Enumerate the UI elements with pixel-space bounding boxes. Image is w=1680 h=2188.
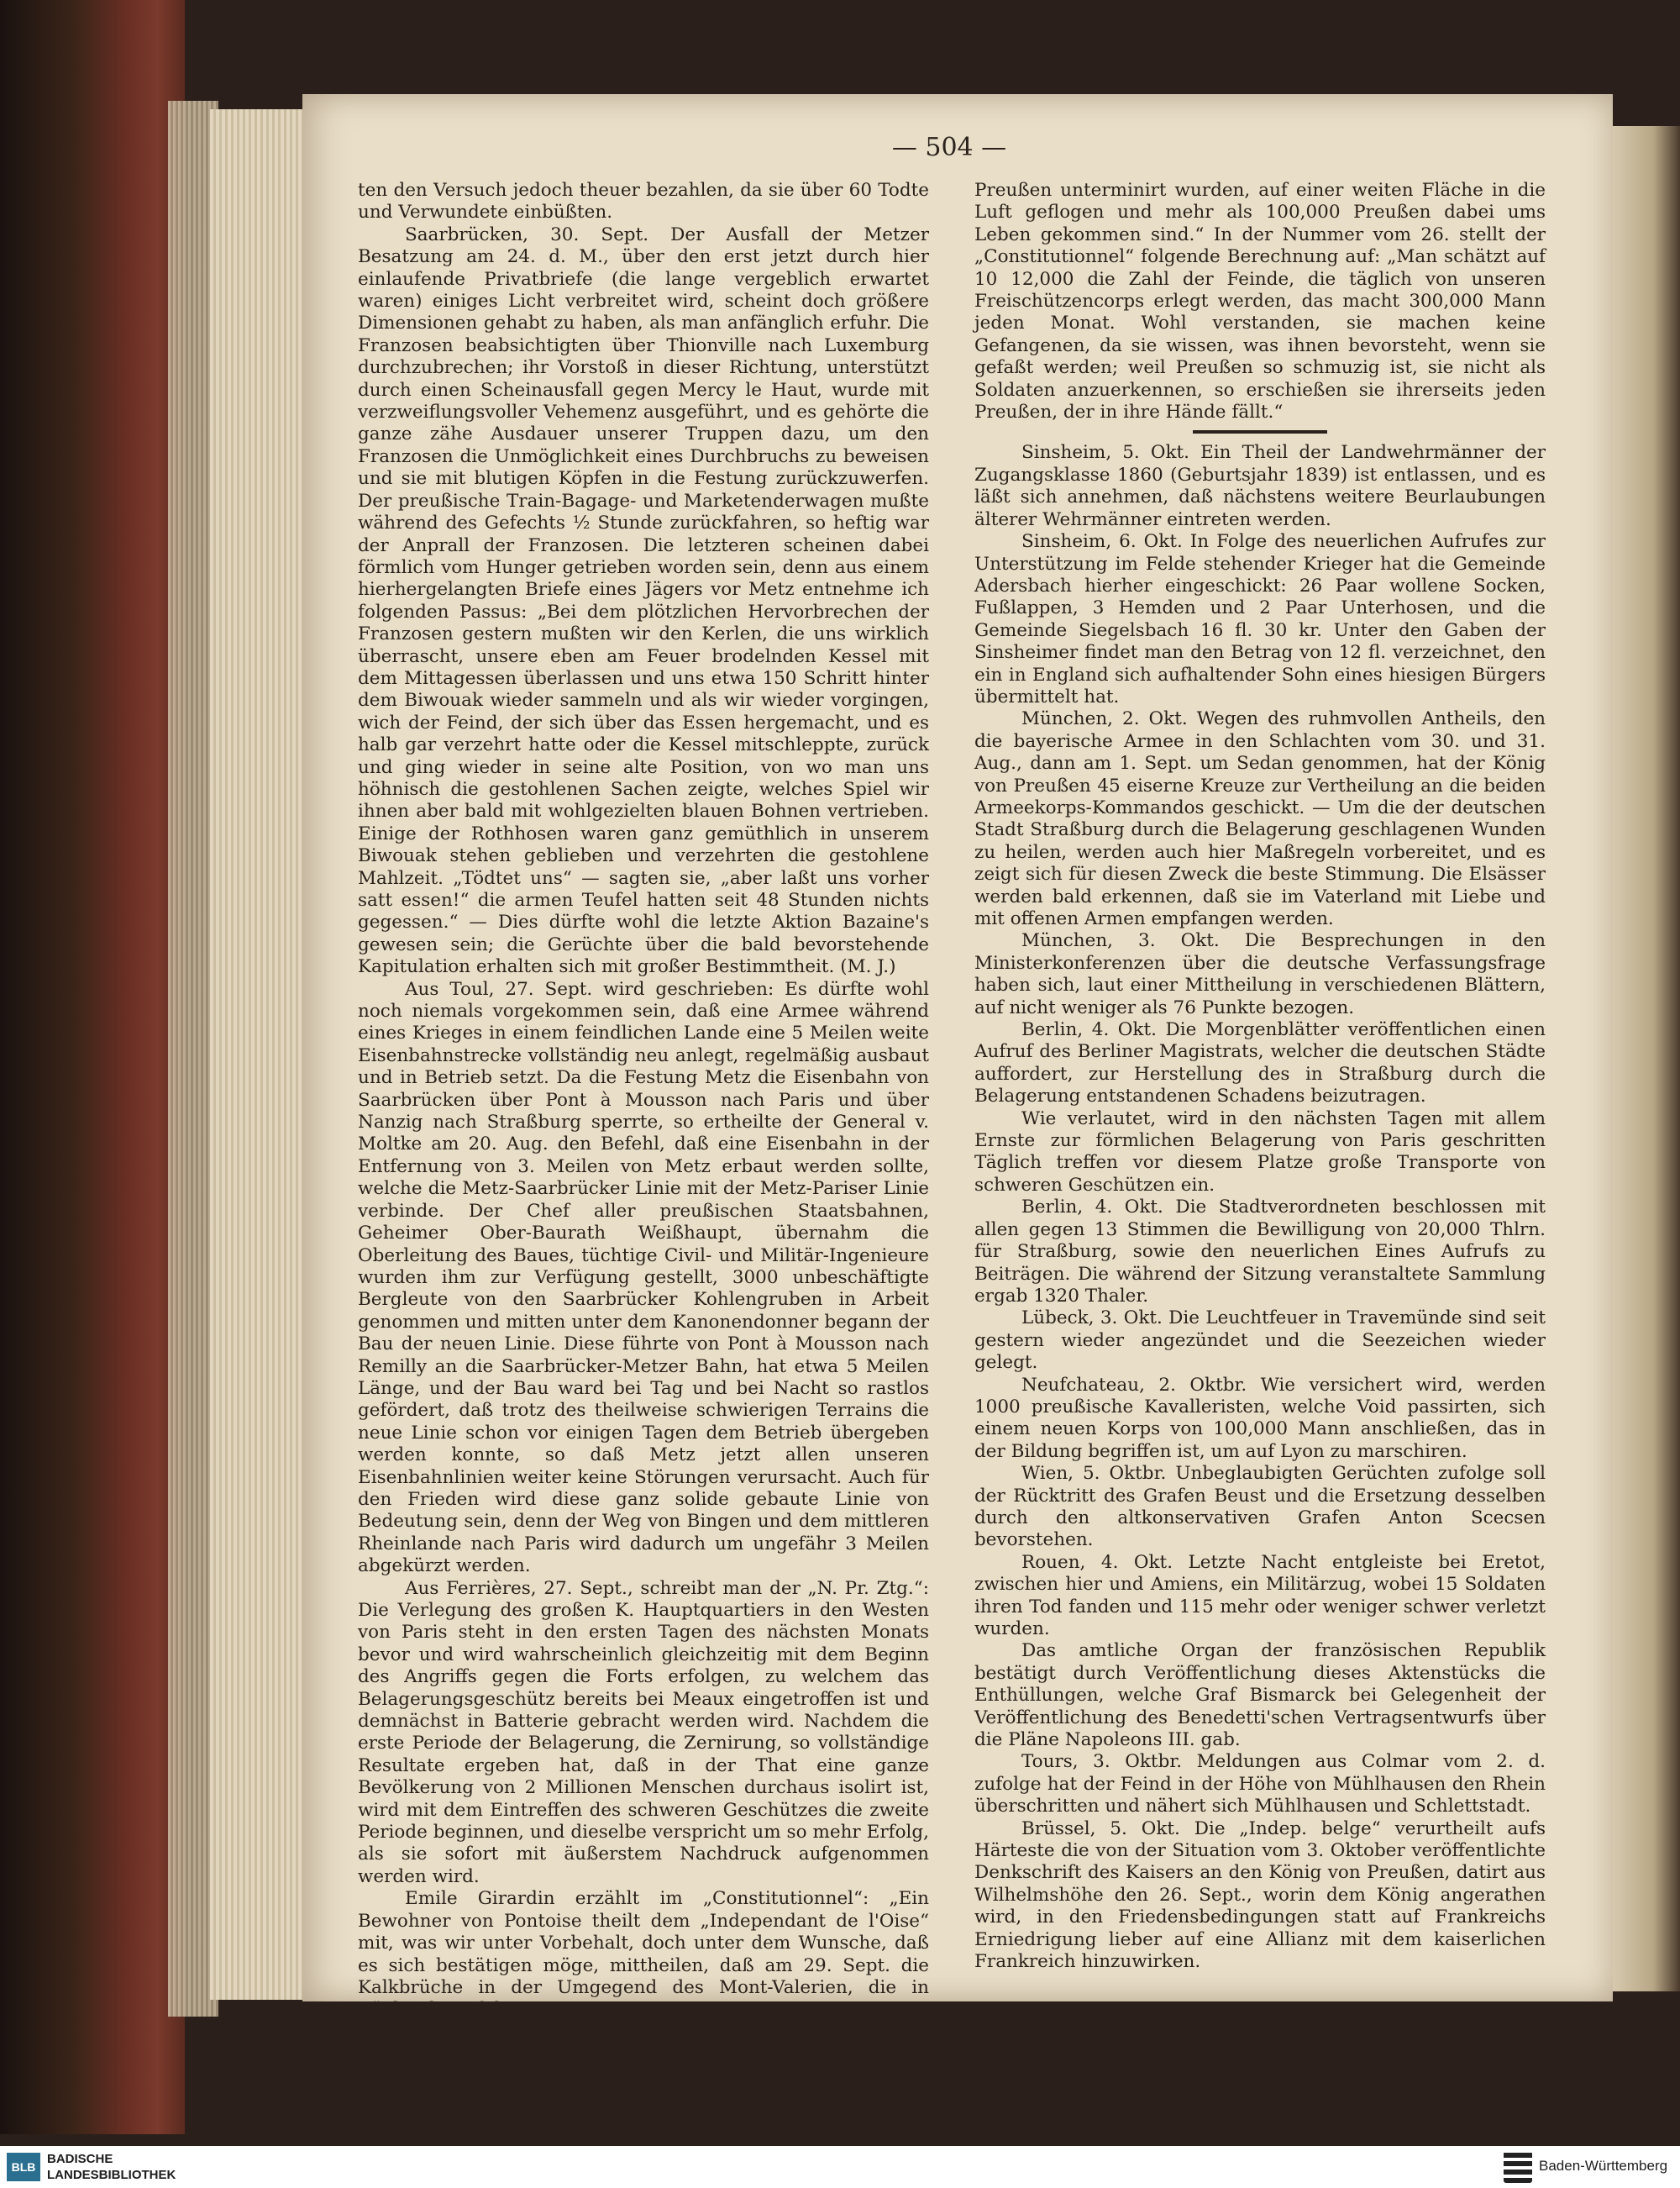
- facing-page-edge: [1613, 126, 1680, 1991]
- paragraph: Saarbrücken, 30. Sept. Der Ausfall der Metzer Besatzung am 24. d. M., über den erst jetzt durch hier einlaufende Privatbriefe (die lange vergeblich erwartet waren) einiges Licht verbreitet wird, scheint doch größere Dimensionen gehabt zu haben, als man anfänglich erfuhr. Die Franzosen beabsichtigten über Thionville nach Luxemburg durchzubrechen; ihr Vorstoß in dieser Richtung, unterstützt durch einen Scheinausfall gegen Mercy le Haut, wurde mit verzweiflungsvoller Vehemenz ausgeführt, und es gehörte die ganze zähe Ausdauer unserer Truppen dazu, um den Franzosen die Unmöglichkeit eines Durchbruchs zu beweisen und sie mit blutigen Köpfen in die Festung zurückzuwerfen. Der preußische Train-Bagage- und Marketenderwagen mußte während des Gefechts ½ Stunde zurückfahren, so heftig war der Anprall der Franzosen. Die letzteren scheinen dabei förmlich vom Hunger getrieben worden sein, denn aus einem hierhergelangten Briefe eines Jägers vor Metz entnehme ich folgenden Passus: „Bei dem plötzlichen Hervorbrechen der Franzosen gestern mußten wir den Kerlen, die uns wirklich überrascht, unsere eben am Feuer brodelnden Kessel mit dem Mittagessen überlassen und uns etwa 150 Schritt hinter dem Biwouak wieder sammeln und als wir wieder vorgingen, wich der Feind, der sich über das Essen hergemacht, und es halb gar verzehrt hatte oder die Kessel mitschleppte, zurück und ging wieder in seine alte Position, von wo man uns höhnisch die gestohlenen Sachen zeigte, welches Spiel wir ihnen aber bald mit wohlgezielten blauen Bohnen vertrieben. Einige der Rothhosen waren ganz gemüthlich in unserem Biwouak stehen geblieben und verzehrten die gestohlene Mahlzeit. „Tödtet uns“ — sagten sie, „aber laßt uns vorher satt essen!“ die armen Teufel hatten seit 48 Stunden nichts gegessen.“ — Dies dürfte wohl die letzte Aktion Bazaine's gewesen sein; die Gerüchte über die bald bevorstehende Kapitulation erhalten sich mit großer Bestimmtheit. (M. J.): [358, 224, 929, 978]
- right-column: [974, 180, 1546, 1974]
- paragraph: Sinsheim, 5. Okt. Ein Theil der Landwehrmänner der Zugangsklasse 1860 (Geburtsjahr 1839) ist entlassen, und es läßt sich annehmen, daß nächstens weitere Beurlaubungen älterer Wehrmänner eintreten werden.: [974, 442, 1546, 530]
- paragraph: Aus Toul, 27. Sept. wird geschrieben: Es dürfte wohl noch niemals vorgekommen sein, daß eine Armee während eines Krieges in einem feindlichen Lande eine 5 Meilen weite Eisenbahnstrecke vollständig neu anlegt, regelmäßig ausbaut und in Betrieb setzt. Da die Festung Metz die Eisenbahn von Saarbrücken über Pont à Mousson nach Paris und über Nanzig nach Straßburg sperrte, so ertheilte der General v. Moltke am 20. Aug. den Befehl, daß eine Eisenbahn in der Entfernung von 3. Meilen von Metz erbaut werden sollte, welche die Metz-Saarbrücker Linie mit der Metz-Pariser Linie verbinde. Der Chef aller preußischen Staatsbahnen, Geheimer Ober-Baurath Weißhaupt, übernahm die Oberleitung des Baues, tüchtige Civil- und Militär-Ingenieure wurden ihm zur Verfügung gestellt, 3000 unbeschäftigte Bergleute von den Saarbrücker Kohlengruben in Arbeit genommen und mitten unter dem Kanonendonner begann der Bau der neuen Linie. Diese führte von Pont à Mousson nach Remilly an die Saarbrücker-Metzer Bahn, hat etwa 5 Meilen Länge, und der Bau ward bei Tag und bei Nacht so rastlos gefördert, daß trotz des theilweise schwierigen Terrains die neue Linie schon vor einigen Tagen dem Betrieb übergeben werden konnte, so daß Metz jetzt allen unseren Eisenbahnlinien weiter keine Störungen verursacht. Auch für den Frieden wird diese ganz solide gebaute Linie von Bedeutung sein, denn der Weg von Bingen und dem mittleren Rheinlande nach Paris wird dadurch um ungefähr 3 Meilen abgekürzt werden.: [358, 978, 929, 1577]
- paragraph: Berlin, 4. Okt. Die Stadtverordneten beschlossen mit allen gegen 13 Stimmen die Bewilligung von 20,000 Thlrn. für Straßburg, sowie den neuerlichen Eines Aufrufs zu Beiträgen. Die während der Sitzung veranstaltete Sammlung ergab 1320 Thaler.: [974, 1197, 1546, 1307]
- paragraph: Sinsheim, 6. Okt. In Folge des neuerlichen Aufrufes zur Unterstützung im Felde stehender Krieger hat die Gemeinde Adersbach hierher eingeschickt: 26 Paar wollene Socken, Fußlappen, 3 Hemden und 2 Paar Unterhosen, und die Gemeinde Siegelsbach 16 fl. 30 kr. Unter den Gaben der Sinsheimer findet man den Betrag von 12 fl. verzeichnet, den ein in England sich aufhaltender Sohn eines hiesigen Bürgers übermittelt hat.: [974, 531, 1546, 707]
- paragraph: Emile Girardin erzählt im „Constitutionnel“: „Ein Bewohner von Pontoise theilt dem „Independant de l'Oise“ mit, was wir unter Vorbehalt, doch unter dem Wunsche, daß es sich bestätigen möge, mittheilen, daß am 29. Sept. die Kalkbrüche in der Umgegend des Mont-Valerien, die in Rücksicht auf die: [358, 1888, 929, 2021]
- blb-logo[interactable]: BLB: [7, 2153, 40, 2181]
- coat-of-arms-icon: [1504, 2151, 1532, 2183]
- paragraph: Neufchateau, 2. Oktbr. Wie versichert wird, werden 1000 preußische Kavalleristen, welche Void passirten, sich einem neuen Korps von 100,000 Mann anschließen, das in der Bildung begriffen ist, um auf Lyon zu marschiren.: [974, 1374, 1546, 1462]
- state-name: Baden-Württemberg: [1539, 2158, 1668, 2174]
- paragraph: Wien, 5. Oktbr. Unbeglaubigten Gerüchten zufolge soll der Rücktritt des Grafen Beust und die Ersetzung desselben durch den altkonservativen Grafen Anton Scecsen bevorstehen.: [974, 1463, 1546, 1551]
- paragraph: Lübeck, 3. Okt. Die Leuchtfeuer in Travemünde sind seit gestern wieder angezündet und die Seezeichen wieder gelegt.: [974, 1307, 1546, 1374]
- library-name-line2: LANDESBIBLIOTHEK: [47, 2168, 176, 2182]
- library-name-line1: BADISCHE: [47, 2152, 113, 2166]
- paragraph: München, 2. Okt. Wegen des ruhmvollen Antheils, den die bayerische Armee in den Schlachten vom 30. und 31. Aug., dann am 1. Sept. um Sedan genommen, hat der König von Preußen 45 eiserne Kreuze zur Vertheilung an die beiden Armeekorps-Kommandos geschickt. — Um die der deutschen Stadt Straßburg durch die Belagerung geschlagenen Wunden zu heilen, werden auch hier Maßregeln vorbereitet, und es zeigt sich für diesen Zweck die beste Stimmung. Die Elsässer werden bald erkennen, daß sie im Vaterland mit Liebe und mit offenen Armen empfangen werden.: [974, 708, 1546, 929]
- paragraph: ten den Versuch jedoch theuer bezahlen, da sie über 60 Todte und Verwundete einbüßten.: [358, 180, 929, 224]
- paragraph: Brüssel, 5. Okt. Die „Indep. belge“ verurtheilt aufs Härteste die von der Situation vom 3. Oktober veröffentlichte Denkschrift des Kaisers an den König von Preußen, datirt aus Wilhelmshöhe den 26. Sept., worin dem König angerathen wird, in den Friedensbedingungen statt auf Frankreichs Erniedrigung lieber auf eine Allianz mit dem kaiserlichen Frankreich hinzuwirken.: [974, 1817, 1546, 1973]
- paragraph: Das amtliche Organ der französischen Republik bestätigt durch Veröffentlichung dieses Aktenstücks die Enthüllungen, welche Graf Bismarck bei Gelegenheit der Veröffentlichung des Benedetti'schen Vertragsentwurfs über die Pläne Napoleons III. gab.: [974, 1640, 1546, 1751]
- page-number: — 504 —: [891, 133, 1007, 162]
- paragraph: Aus Ferrières, 27. Sept., schreibt man der „N. Pr. Ztg.“: Die Verlegung des großen K. Hauptquartiers in den Westen von Paris steht in den ersten Tagen des nächsten Monats bevor und wird wahrscheinlich gleichzeitig mit dem Beginn des Angriffs gegen die Forts erfolgen, zu welchem das Belagerungsgeschütz bereits bei Meaux eingetroffen ist und demnächst in Batterie gebracht werden wird. Nachdem die erste Periode der Belagerung, die Zernirung, so vollständige Resultate ergeben hat, daß in der That eine ganze Bevölkerung von 2 Millionen Menschen durchaus isolirt ist, wird mit dem Eintreffen des schweren Geschützes die zweite Periode beginnen, und dieselbe verspricht um so mehr Erfolg, als sie sofort mit äußerstem Nachdruck aufgenommen werden wird.: [358, 1577, 929, 1887]
- paragraph: Berlin, 4. Okt. Die Morgenblätter veröffentlichen einen Aufruf des Berliner Magistrats, welcher die deutschen Städte auffordert, zur Herstellung des in Straßburg durch die Belagerung entstandenen Schadens beizutragen.: [974, 1019, 1546, 1107]
- left-column: [358, 180, 929, 2022]
- footer-bar: [0, 2146, 1680, 2188]
- paragraph: Tours, 3. Oktbr. Meldungen aus Colmar vom 2. d. zufolge hat der Feind in der Höhe von Mühlhausen den Rhein überschritten und nähert sich Mühlhausen und Schlettstadt.: [974, 1751, 1546, 1817]
- paragraph: München, 3. Okt. Die Besprechungen in den Ministerkonferenzen über die deutsche Verfassungsfrage haben sich, laut einer Mittheilung in verschiedenen Blättern, auf nicht weniger als 76 Punkte bezogen.: [974, 930, 1546, 1018]
- page-stack: [210, 109, 311, 2000]
- section-divider: [1193, 430, 1327, 434]
- paragraph: Preußen unterminirt wurden, auf einer weiten Fläche in die Luft geflogen und mehr als 100,000 Preußen dabei ums Leben gekommen sind.“ In der Nummer vom 26. stellt der „Constitutionnel“ folgende Berechnung auf: „Man schätzt auf 10 12,000 die Zahl der Feinde, die täglich von unseren Freischützencorps erlegt werden, das macht 300,000 Mann jeden Monat. Wohl verstanden, sie machen keine Gefangenen, da sie wissen, was ihnen bevorsteht, wenn sie gefaßt werden; weil Preußen so schmuzig ist, sie nicht als Soldaten anzuerkennen, so erschießen sie ihrerseits jeden Preußen, der in ihre Hände fällt.“: [974, 180, 1546, 423]
- paragraph: Rouen, 4. Okt. Letzte Nacht entgleiste bei Eretot, zwischen hier und Amiens, ein Militärzug, wobei 15 Soldaten ihren Tod fanden und 115 mehr oder weniger schwer verletzt wurden.: [974, 1551, 1546, 1639]
- library-name: [47, 2151, 176, 2183]
- paragraph: Wie verlautet, wird in den nächsten Tagen mit allem Ernste zur förmlichen Belagerung von Paris geschritten Täglich treffen vor diesem Platze große Transporte von schweren Geschützen ein.: [974, 1107, 1546, 1196]
- book-spine: [0, 0, 185, 2134]
